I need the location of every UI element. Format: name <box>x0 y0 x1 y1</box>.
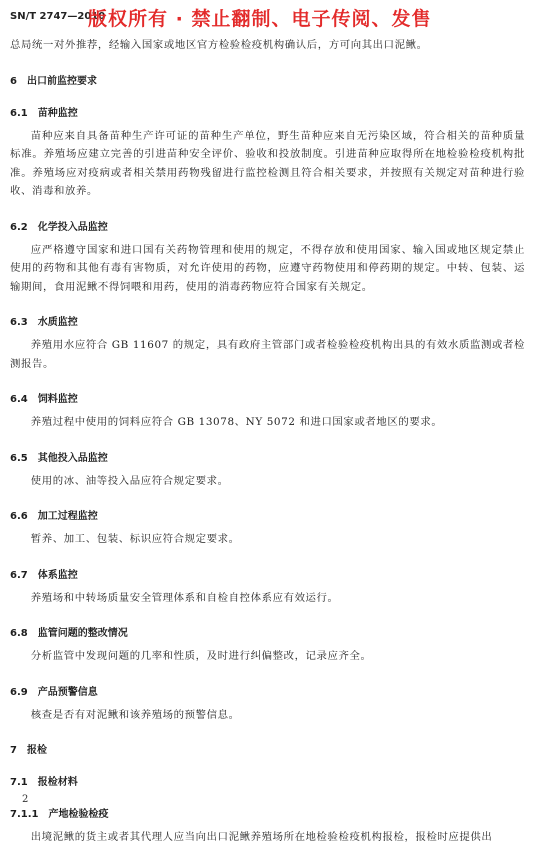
section-heading <box>10 104 525 119</box>
spacer <box>10 639 525 647</box>
paragraph: 暂养、加工、包装、标识应符合规定要求。 <box>30 533 240 545</box>
paragraph: 分析监管中发现问题的几率和性质，及时进行纠偏整改，记录应齐全。 <box>30 650 372 662</box>
spacer <box>10 549 525 566</box>
section-heading <box>10 72 525 87</box>
spacer <box>10 820 525 828</box>
section-heading <box>10 624 525 639</box>
section-number: 6 <box>10 75 17 87</box>
section-number: 6.3 <box>10 317 28 328</box>
spacer <box>10 724 525 741</box>
spacer <box>10 666 525 683</box>
section-title: 水质监控 <box>37 317 78 328</box>
section-title: 苗种监控 <box>37 107 78 119</box>
section-number: 6.5 <box>10 452 28 464</box>
section-number: 6.2 <box>10 221 28 233</box>
section-title: 报检 <box>26 745 47 756</box>
spacer <box>10 119 525 127</box>
document-body <box>10 36 525 847</box>
section-number: 7.1 <box>10 777 28 788</box>
section-number: 6.7 <box>10 569 28 581</box>
section-number: 7 <box>10 745 17 756</box>
section-heading <box>10 390 525 405</box>
section-number: 6.6 <box>10 511 28 522</box>
spacer <box>10 233 525 241</box>
paragraph: 苗种应来自具备苗种生产许可证的苗种生产单位，野生苗种应来自无污染区域，符合相关的苗种质量标准。养殖场应建立完善的引进苗种安全评价、验收和投放制度。引进苗种应取得所在地检验检疫机构批准。养殖场应对疫病或者相关禁用药物残留进行监控检测且符合相关要求，并按照有关规定对苗种进行验收、消毒和放养。 <box>10 129 525 197</box>
section-title: 产地检验检疫 <box>48 809 109 820</box>
spacer <box>10 788 525 805</box>
spacer <box>10 296 525 313</box>
spacer <box>10 464 525 472</box>
spacer <box>10 432 525 449</box>
spacer <box>10 607 525 624</box>
spacer <box>10 328 525 336</box>
paragraph: 使用的冰、油等投入品应符合规定要求。 <box>30 474 229 487</box>
paragraph: 核查是否有对泥鳅和该养殖场的预警信息。 <box>30 708 240 721</box>
paragraph: 应严格遵守国家和进口国有关药物管理和使用的规定，不得存放和使用国家、输入国或地区规定禁止使用的药物和其他有毒有害物质，对允许使用的药物，应遵守药物使用和停药期的规定。中转、包装、运输期间，食用泥鳅不得饲喂和用药，使用的消毒药物应符合国家有关规定。 <box>10 243 525 293</box>
section-heading <box>10 218 525 233</box>
copyright-watermark: 版权所有 · 禁止翻制、电子传阅、发售 <box>88 8 432 30</box>
section-heading <box>10 566 525 581</box>
section-number: 6.8 <box>10 628 28 639</box>
spacer <box>10 698 525 706</box>
paragraph: 出境泥鳅的货主或者其代理人应当向出口泥鳅养殖场所在地检验检疫机构报检，报检时应提供出 <box>30 831 493 843</box>
section-heading <box>10 773 525 788</box>
standard-code: SN/T 2747—2010 <box>10 11 106 22</box>
spacer <box>10 55 525 72</box>
section-number: 7.1.1 <box>10 809 39 820</box>
spacer <box>10 490 525 507</box>
section-heading <box>10 805 525 820</box>
spacer <box>10 522 525 530</box>
section-number: 6.9 <box>10 686 28 698</box>
spacer <box>10 87 525 104</box>
section-heading <box>10 313 525 328</box>
section-title: 监管问题的整改情况 <box>37 628 128 639</box>
section-heading <box>10 449 525 464</box>
section-title: 出口前监控要求 <box>26 75 97 87</box>
paragraph: 养殖用水应符合 GB 11607 的规定，具有政府主管部门或者检验检疫机构出具的有效水质监测或者检测报告。 <box>10 339 525 370</box>
page-number: 2 <box>22 794 29 805</box>
spacer <box>10 581 525 589</box>
section-title: 产品预警信息 <box>37 686 98 698</box>
section-number: 6.1 <box>10 107 28 119</box>
section-heading <box>10 507 525 522</box>
section-title: 饲料监控 <box>37 394 78 405</box>
paragraph: 总局统一对外推荐，经输入国家或地区官方检验检疫机构确认后，方可向其出口泥鳅。 <box>10 39 428 51</box>
paragraph: 养殖过程中使用的饲料应符合 GB 13078、NY 5072 和进口国家或者地区的要求。 <box>30 416 443 428</box>
section-title: 其他投入品监控 <box>37 452 108 464</box>
section-heading <box>10 741 525 756</box>
paragraph: 养殖场和中转场质量安全管理体系和自检自控体系应有效运行。 <box>30 591 339 604</box>
section-title: 报检材料 <box>37 777 78 788</box>
spacer <box>10 405 525 413</box>
section-number: 6.4 <box>10 394 28 405</box>
spacer <box>10 756 525 773</box>
section-title: 化学投入品监控 <box>37 221 108 233</box>
spacer <box>10 201 525 218</box>
section-title: 加工过程监控 <box>37 511 98 522</box>
section-heading <box>10 683 525 698</box>
section-title: 体系监控 <box>37 569 78 581</box>
spacer <box>10 373 525 390</box>
